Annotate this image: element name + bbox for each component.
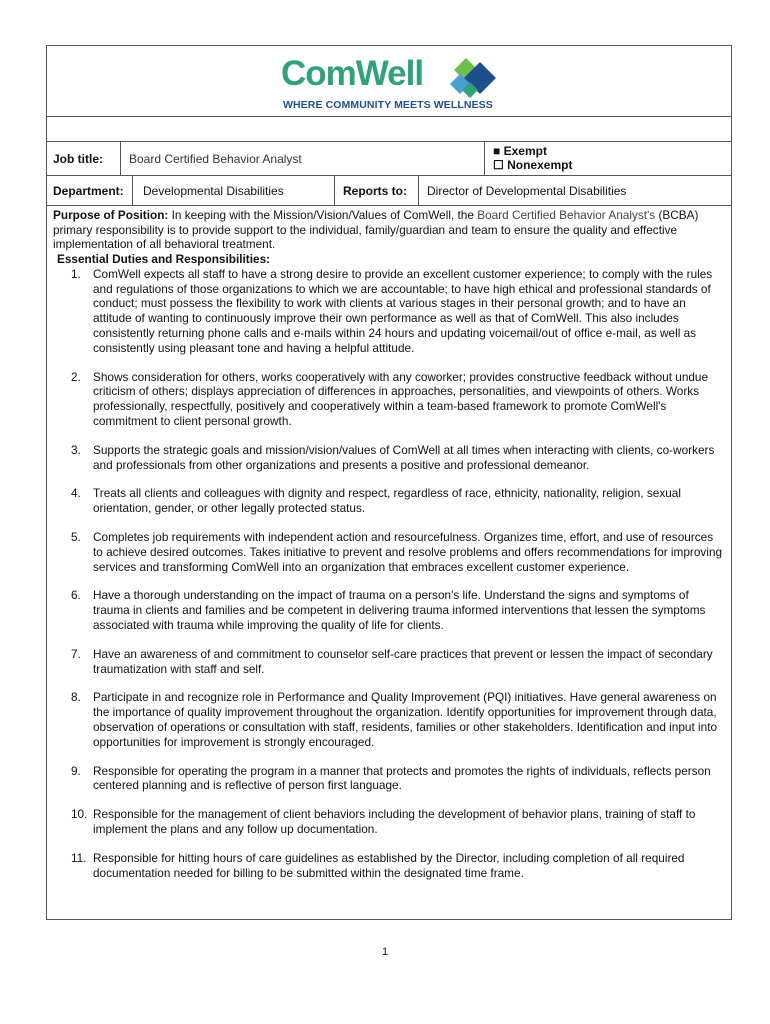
nonexempt-option [493, 158, 731, 172]
duty-number: 10. [71, 807, 88, 822]
duty-item [57, 690, 725, 749]
exempt-label: Exempt [503, 144, 547, 158]
duty-number: 11. [71, 850, 87, 865]
nonexempt-checkbox: ☐ [493, 158, 504, 172]
purpose-label: Purpose of Position: [53, 208, 169, 222]
duty-text: Responsible for hitting hours of care guidelines as established by the Director, including completion of all required documentation needed for billing to be submitted within the designated time frame. [93, 850, 685, 880]
duty-item [57, 588, 725, 632]
duty-number: 8. [71, 690, 81, 705]
logo-cell [47, 46, 731, 117]
duty-number: 3. [71, 442, 81, 457]
job-title-row [47, 142, 731, 176]
duty-item [57, 764, 725, 794]
duty-text: Have an awareness of and commitment to counselor self-care practices that prevent or lessen the impact of secondary traumatization with staff and self. [93, 646, 713, 676]
duty-number: 4. [71, 486, 81, 501]
duty-item [57, 486, 725, 516]
job-title-value: Board Certified Behavior Analyst [121, 142, 485, 175]
duty-item [57, 647, 725, 677]
duty-text: Participate in and recognize role in Performance and Quality Improvement (PQI) initiatives. Have general awareness on the importance of quality improvement throughout the organization. Identify opportunities for improvement through data, observation of operations or consultation with staff, residents, families or other stakeholders. Identification and input into opportunities for improvement is strongly encouraged. [93, 690, 718, 749]
duty-item [57, 370, 725, 429]
logo-tagline: WHERE COMMUNITY MEETS WELLNESS [283, 99, 493, 111]
exempt-option [493, 144, 731, 158]
duty-number: 6. [71, 588, 81, 603]
duty-item [57, 530, 725, 574]
duty-number: 9. [71, 763, 81, 778]
duty-number: 1. [71, 266, 81, 281]
purpose-text-after: (BCBA) primary responsibility is to provide support to the individual, family/guardian and team to ensure the quality and effective implementation of all behavioral treatment. [53, 208, 699, 251]
duty-number: 7. [71, 646, 81, 661]
duty-text: Completes job requirements with independent action and resourcefulness. Organizes time, effort, and use of resources to achieve desired outcomes. Takes initiative to prevent and resolve problems and offers recommendations for improving services and transforming ComWell into an organization that embraces excellent customer experience. [93, 529, 723, 574]
duty-text: Supports the strategic goals and mission/vision/values of ComWell at all times when interacting with clients, co-workers and professionals from other organizations and presents a positive and professional demeanor. [93, 442, 715, 472]
duty-text: ComWell expects all staff to have a strong desire to provide an excellent customer experience; to comply with the rules and regulations of those organizations to which we are accountable; to have high ethical and professional standards of conduct; must possess the flexibility to work with clients at various stages in their personal growth; and to have an attitude of wanting to continuously improve their own performance as well as that of ComWell. This also includes consistently returning phone calls and e-mails within 24 hours and updating voicemail/out of office e-mail, as well as consistently using pleasant tone and having a helpful attitude. [93, 266, 713, 355]
purpose-of-position [53, 208, 723, 252]
duty-text: Responsible for operating the program in a manner that protects and promotes the rights of individuals, reflects person centered planning and is reflective of person first language. [93, 763, 711, 793]
department-row [47, 176, 731, 206]
duty-item [57, 807, 725, 837]
blank-row [47, 116, 731, 142]
logo-diamonds-icon [444, 56, 504, 100]
duty-item [57, 851, 725, 881]
department-value: Developmental Disabilities [133, 176, 335, 205]
duty-text: Treats all clients and colleagues with dignity and respect, regardless of race, ethnicity, nationality, religion, sexual orientation, gender, or other legally protected status. [93, 486, 681, 516]
job-description-frame [46, 45, 732, 920]
duty-number: 2. [71, 369, 81, 384]
purpose-highlight: Board Certified Behavior Analyst's [477, 208, 656, 222]
duties-title: Essential Duties and Responsibilities: [57, 252, 271, 266]
purpose-text-before: In keeping with the Mission/Vision/Values of ComWell, the [171, 208, 474, 222]
duty-number: 5. [71, 529, 81, 544]
duty-item [57, 267, 725, 356]
comwell-logo [281, 52, 511, 114]
duty-text: Responsible for the management of client behaviors including the development of behavior plans, training of staff to implement the plans and any follow up documentation. [93, 807, 696, 836]
nonexempt-label: Nonexempt [507, 158, 573, 172]
job-title-label: Job title: [47, 142, 121, 175]
logo-wordmark: ComWell [281, 54, 424, 93]
duty-text: Have a thorough understanding on the impact of trauma on a person's life. Understand the signs and symptoms of trauma in clients and families and be competent in delivering trauma informed interventions that lessen the symptoms associated with trauma while improving the quality of life for clients. [93, 588, 706, 632]
duty-text: Shows consideration for others, works cooperatively with any coworker; provides constructive feedback without undue criticism of others; displays appreciation of differences in approaches, personalities, and viewpoints of others. Works professionally, respectfully, positively and cooperatively within a team-based framework to promote ComWell's commitment to client personal growth. [93, 369, 709, 428]
exempt-checkbox: ■ [493, 144, 501, 158]
exemption-status [485, 142, 731, 175]
page-number: 1 [381, 946, 389, 958]
reports-to-label: Reports to: [335, 176, 419, 205]
reports-to-value: Director of Developmental Disabilities [427, 184, 627, 198]
department-label: Department: [47, 176, 133, 205]
duty-item [57, 443, 725, 473]
essential-duties [57, 252, 725, 894]
duties-list [57, 267, 725, 881]
